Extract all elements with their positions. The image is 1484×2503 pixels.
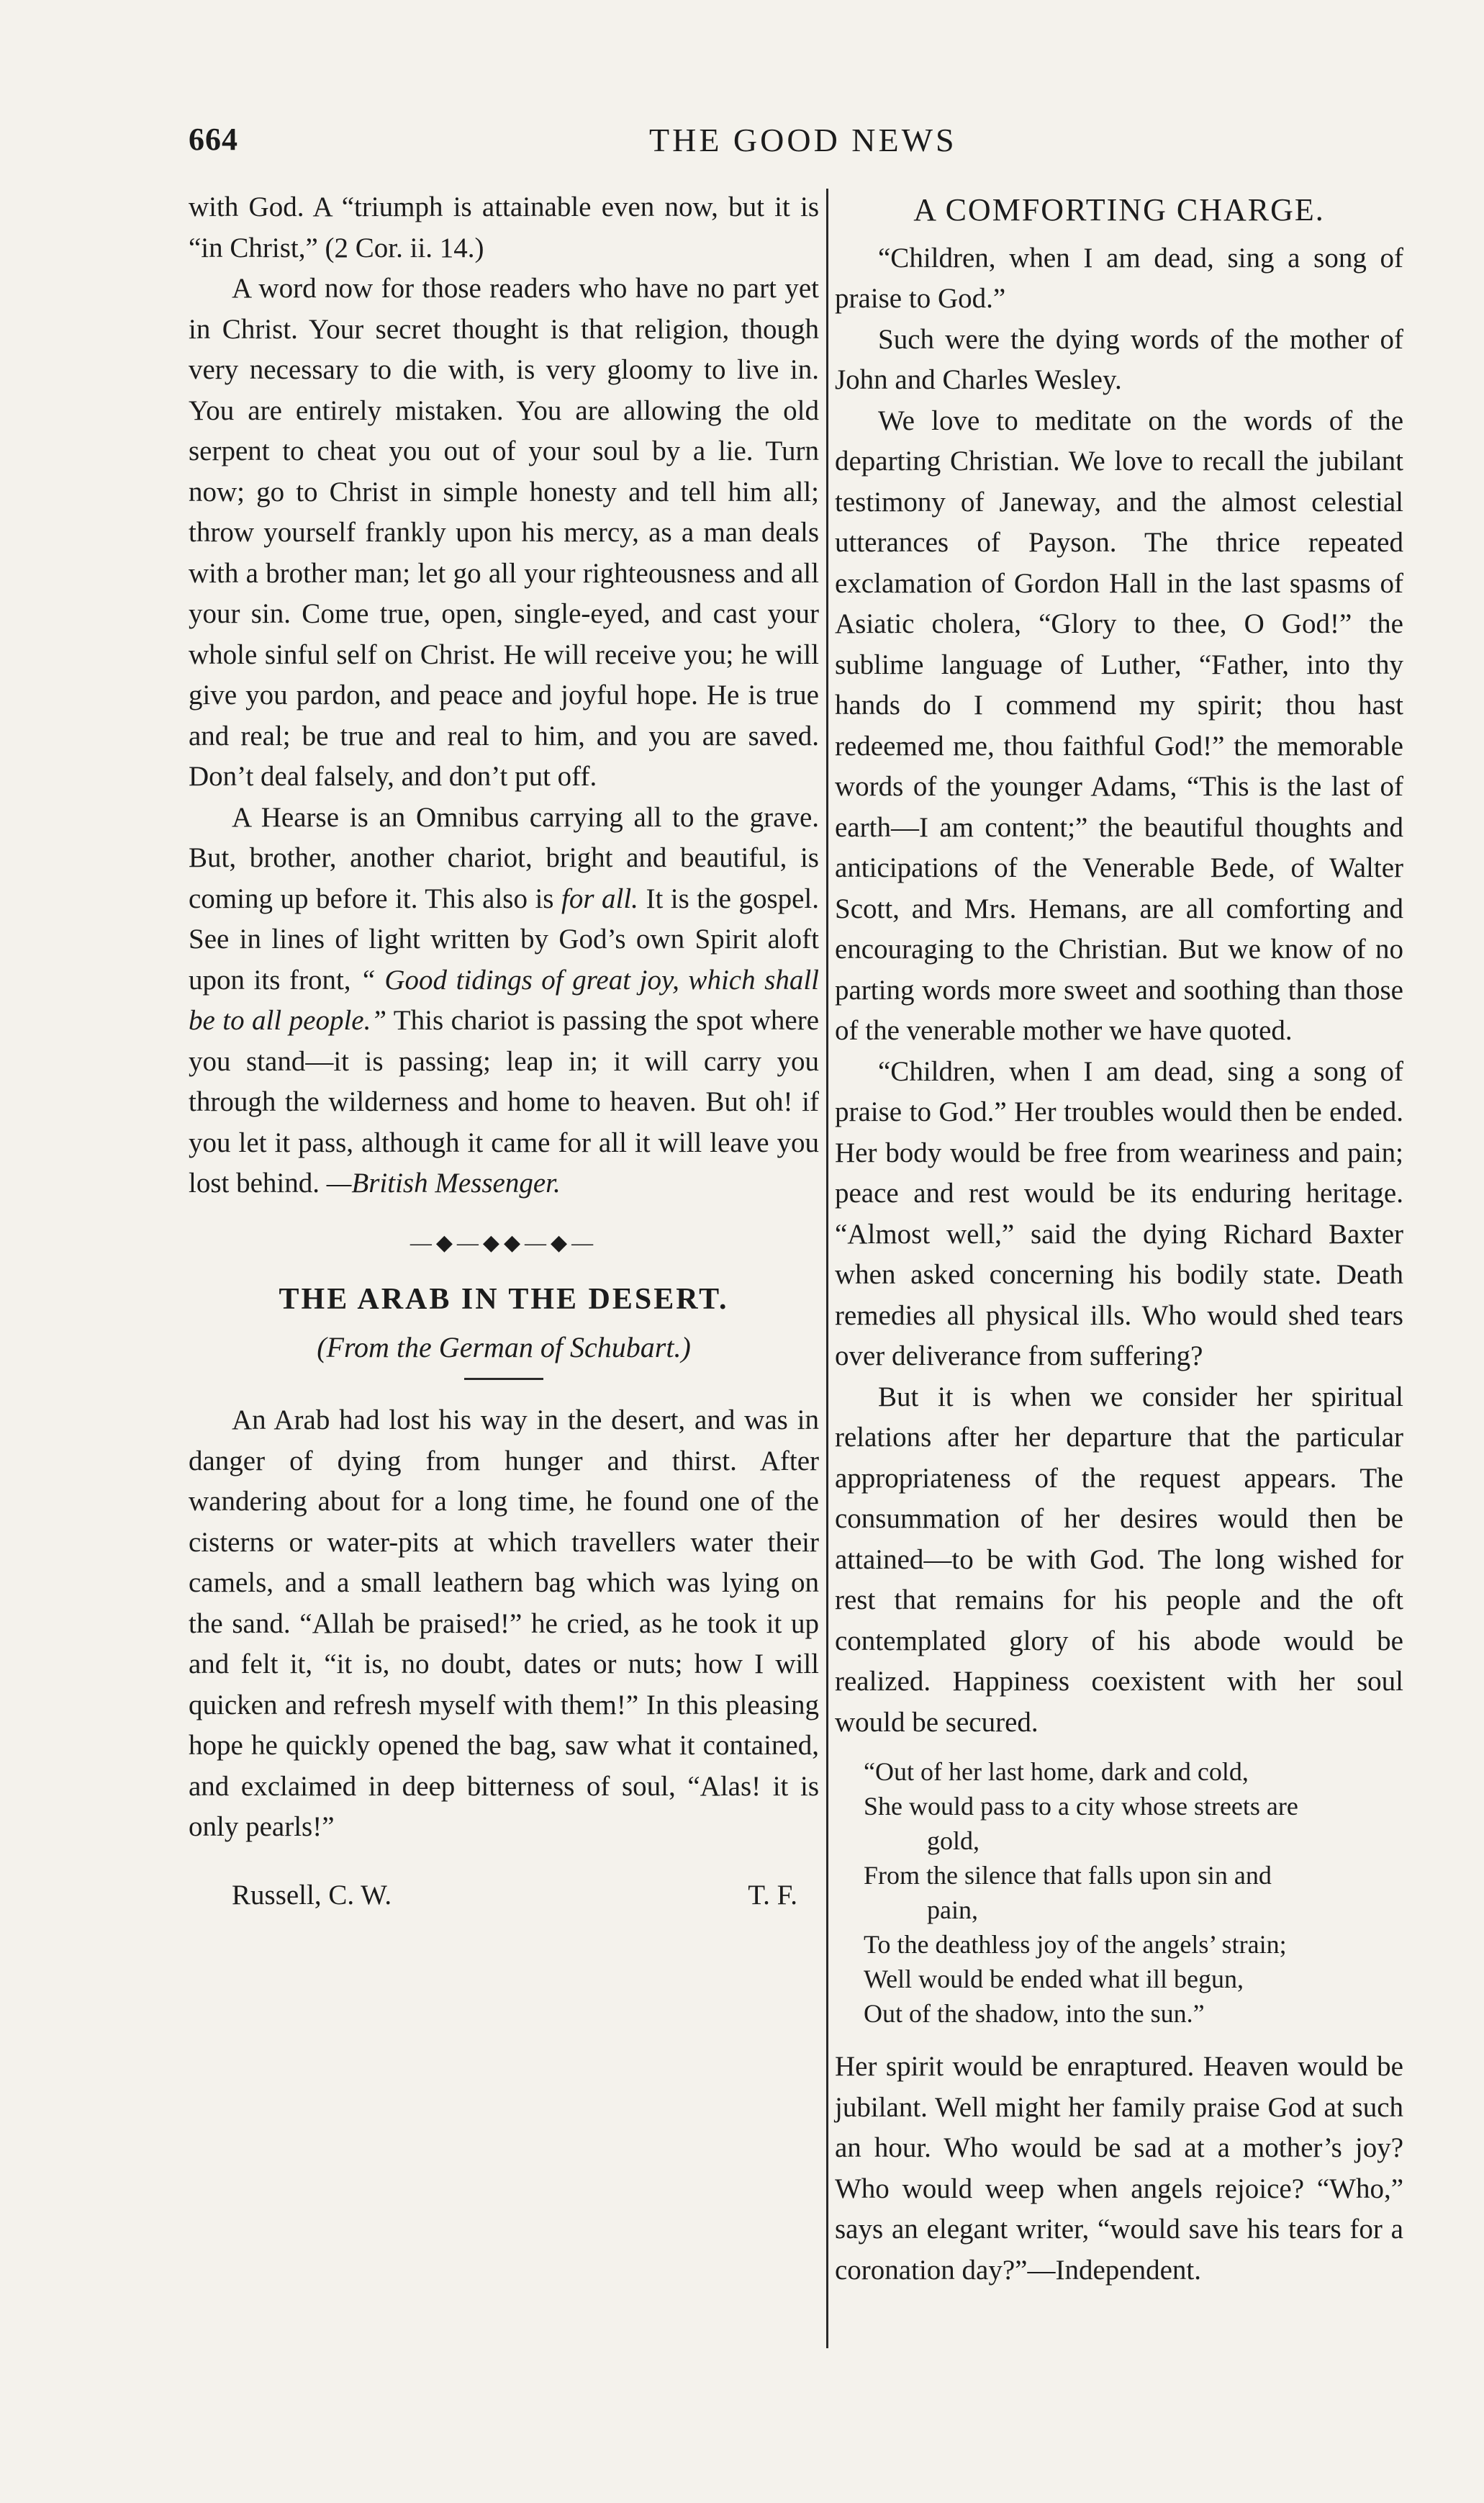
poem-line: She would pass to a city whose streets are xyxy=(864,1792,1298,1821)
ornament-divider: —◆—◆◆—◆— xyxy=(410,1230,598,1255)
poem-line: gold, xyxy=(927,1826,980,1855)
poem-line: From the silence that falls upon sin and xyxy=(864,1861,1272,1890)
right-column xyxy=(835,187,1403,2291)
poem xyxy=(864,1754,1403,2031)
paragraph: with God. A “triumph is attainable even now, but it is “in Christ,” (2 Cor. ii. 14.) xyxy=(189,191,819,263)
running-title: THE GOOD NEWS xyxy=(649,122,957,158)
quoted-scripture: “ Good tidings of great joy, which shall be to all people.” xyxy=(189,964,819,1036)
source-attribution: —British Messenger. xyxy=(326,1168,561,1199)
paragraph: “Children, when I am dead, sing a song of praise to God.” xyxy=(835,242,1403,314)
article-subtitle: (From the German of Schubart.) xyxy=(317,1330,691,1363)
signoff-initials: T. F. xyxy=(748,1879,797,1911)
paragraph-text: It is the gospel. See in lines of light written by God’s own Spirit aloft upon its front, xyxy=(189,883,820,996)
paragraph xyxy=(189,798,819,1204)
poem-line: “Out of her last home, dark and cold, xyxy=(864,1757,1249,1786)
paragraph: “Children, when I am dead, sing a song of praise to God.” Her troubles would then be ended. Her body would be free from weariness and pain; peace and rest would be its enduring heritage. “Almost well,” said the dying Richard Baxter when asked concerning his bodily state. Death remedies all physical ills. Who would shed tears over deliverance from suffering? xyxy=(835,1055,1403,1371)
poem-line: To the deathless joy of the angels’ strain; xyxy=(864,1930,1287,1959)
paragraph: Such were the dying words of the mother of John and Charles Wesley. xyxy=(835,323,1403,395)
paragraph: But it is when we consider her spiritual relations after her departure that the particular appropriateness of the request appears. The consummation of her desires would then be attained—to be with God. The long wished for rest that remains for his people and the oft contemplated glory of his abode would be realized. Happiness coexistent with her soul would be secured. xyxy=(835,1381,1403,1738)
signoff-place: Russell, C. W. xyxy=(232,1879,392,1911)
column-divider xyxy=(826,189,828,2348)
paragraph-text: A Hearse is an Omnibus carrying all to the grave. But, brother, another chariot, bright and beautiful, is coming up before it. This also is xyxy=(189,801,819,914)
poem-line: pain, xyxy=(927,1895,978,1924)
signoff xyxy=(189,1875,819,1916)
page-header xyxy=(189,121,1432,167)
paragraph: We love to meditate on the words of the departing Christian. We love to recall the jubilant testimony of Janeway, and the almost celestial utterances of Payson. The thrice repeated exclamation of Gordon Hall in the last spasms of Asiatic cholera, “Glory to thee, O God!” the sublime language of Luther, “Father, into thy hands do I commend my spirit; thou hast redeemed me, thou faithful God!” the memorable words of the younger Adams, “This is the last of earth—I am content;” the beautiful thoughts and anticipations of the Venerable Bede, of Walter Scott, and Mrs. Hemans, are all comforting and encouraging to the Christian. But we know of no parting words more sweet and soothing than those of the venerable mother we have quoted. xyxy=(835,405,1403,1046)
page-number: 664 xyxy=(189,122,238,157)
article-title: THE ARAB IN THE DESERT. xyxy=(279,1283,729,1316)
paragraph: Her spirit would be enraptured. Heaven would be jubilant. Well might her family praise God at such an hour. Who would be sad at a mother’s joy? Who would weep when angels rejoice? “Who,” says an elegant writer, “would save his tears for a coronation day?”—Independent. xyxy=(835,2051,1403,2286)
paragraph: An Arab had lost his way in the desert, and was in danger of dying from hunger and thirst. After wandering about for a long time, he found one of the cisterns or water-pits at which travellers water their camels, and a small leathern bag which was lying on the sand. “Allah be praised!” he cried, as he took it up and felt it, “it is, no doubt, dates or nuts; how I will quicken and refresh myself with them!” In this pleasing hope he quickly opened the bag, saw what it contained, and exclaimed in deep bitterness of soul, “Alas! it is only pearls!” xyxy=(189,1404,819,1842)
paragraph: A word now for those readers who have no part yet in Christ. Your secret thought is that religion, though very necessary to die with, is very gloomy to live in. You are entirely mistaken. You are allowing the old serpent to cheat you out of your soul by a lie. Turn now; go to Christ in simple honesty and tell him all; throw yourself frankly upon his mercy, as a man deals with a brother man; let go all your righteousness and all your sin. Come true, open, single-eyed, and cast your whole sinful self on Christ. He will receive you; he will give you pardon, and peace and joyful hope. He is true and real; be true and real to him, and you are saved. Don’t deal falsely, and don’t put off. xyxy=(189,273,819,792)
left-column xyxy=(189,187,819,1916)
article-title: A COMFORTING CHARGE. xyxy=(913,192,1325,227)
poem-line: Well would be ended what ill begun, xyxy=(864,1965,1244,1993)
short-rule xyxy=(464,1378,543,1380)
emphasis-text: for all. xyxy=(561,883,638,914)
paragraph-text: This chariot is passing the spot where you stand—it is passing; leap in; it will carry you through the wilderness and home to heaven. But oh! if you let it pass, although it came for all it will leave you lost behind. xyxy=(189,1005,820,1199)
poem-line: Out of the shadow, into the sun.” xyxy=(864,1999,1205,2028)
